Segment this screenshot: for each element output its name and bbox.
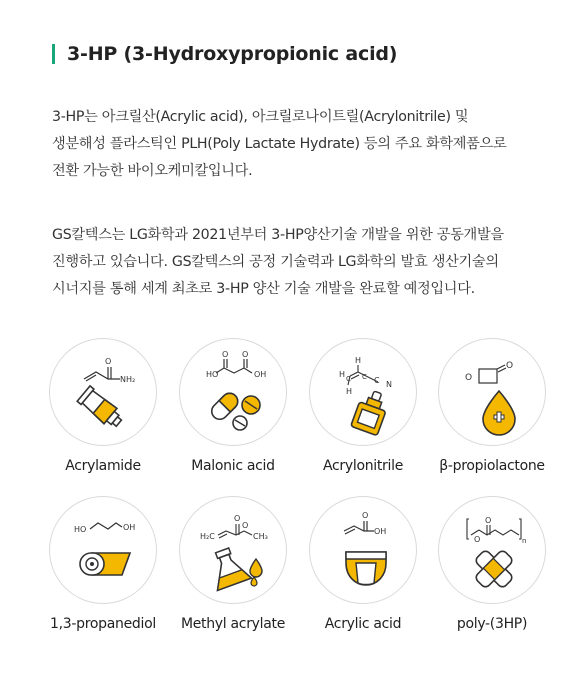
intro-paragraph bbox=[52, 104, 506, 185]
formula-atom: O bbox=[105, 357, 112, 366]
product-acrylonitrile bbox=[304, 338, 422, 474]
film-roll-icon bbox=[50, 497, 158, 605]
product-poly-3hp bbox=[433, 496, 551, 632]
product-beta-propiolactone bbox=[433, 338, 551, 474]
diaper-icon bbox=[310, 497, 418, 605]
product-circle bbox=[309, 496, 417, 604]
formula-atom: HO bbox=[206, 370, 219, 379]
intro-line: 전환 가능한 바이오케미칼입니다. bbox=[52, 163, 253, 179]
product-circle bbox=[438, 338, 546, 446]
formula-atom: O bbox=[465, 373, 473, 383]
product-acrylamide bbox=[44, 338, 162, 474]
bandage-icon bbox=[439, 497, 547, 605]
partnership-paragraph bbox=[52, 222, 504, 303]
drop-plus-icon bbox=[439, 339, 547, 447]
pills-icon bbox=[180, 339, 288, 447]
partnership-line: GS칼텍스는 LG화학과 2021년부터 3-HP양산기술 개발을 위한 공동개발을 bbox=[52, 227, 504, 243]
section-title bbox=[52, 42, 397, 66]
product-circle bbox=[179, 338, 287, 446]
formula-atom: H bbox=[355, 356, 362, 365]
formula-atom: OH bbox=[123, 523, 136, 532]
product-label: Acrylonitrile bbox=[322, 458, 404, 474]
flask-icon bbox=[180, 497, 288, 605]
intro-line: 생분해성 플라스틱인 PLH(Poly Lactate Hydrate) 등의 주요 화학제품으로 bbox=[52, 136, 507, 152]
product-label: Methyl acrylate bbox=[180, 616, 286, 632]
product-methyl-acrylate bbox=[174, 496, 292, 632]
formula-atom: O bbox=[506, 361, 514, 371]
product-label: poly-(3HP) bbox=[456, 616, 528, 632]
formula-atom: O bbox=[485, 516, 492, 525]
product-circle bbox=[49, 338, 157, 446]
formula-atom: C bbox=[362, 373, 367, 381]
formula-atom: OH bbox=[254, 370, 267, 379]
product-label: Acrylic acid bbox=[324, 616, 402, 632]
formula-atom: C bbox=[374, 376, 380, 385]
product-circle bbox=[49, 496, 157, 604]
formula-atom: H bbox=[339, 370, 346, 379]
partnership-line: 진행하고 있습니다. GS칼텍스의 공정 기술력과 LG화학의 발효 생산기술의 bbox=[52, 254, 499, 270]
formula-atom: C bbox=[346, 375, 351, 383]
product-propanediol bbox=[44, 496, 162, 632]
product-circle bbox=[309, 338, 417, 446]
formula-atom: CH₃ bbox=[253, 532, 268, 541]
partnership-line: 시너지를 통해 세계 최초로 3-HP 양산 기술 개발을 완료할 예정입니다. bbox=[52, 281, 475, 297]
product-circle bbox=[438, 496, 546, 604]
formula-atom: O bbox=[474, 535, 481, 544]
product-label: Acrylamide bbox=[65, 458, 141, 474]
page-title: 3-HP (3-Hydroxypropionic acid) bbox=[67, 43, 398, 65]
product-circle bbox=[179, 496, 287, 604]
formula-atom: O bbox=[242, 350, 249, 359]
product-malonic-acid bbox=[174, 338, 292, 474]
formula-atom: N bbox=[386, 380, 392, 389]
product-label: 1,3-propanediol bbox=[50, 616, 156, 632]
formula-atom: O bbox=[234, 514, 241, 523]
formula-atom: H bbox=[346, 387, 353, 396]
intro-line: 3-HP는 아크릴산(Acrylic acid), 아크릴로나이트릴(Acrylonitrile) 및 bbox=[52, 109, 469, 125]
formula-atom: n bbox=[522, 537, 527, 545]
ointment-tube-icon bbox=[50, 339, 158, 447]
dropper-bottle-icon bbox=[310, 339, 418, 447]
formula-atom: O bbox=[362, 511, 369, 520]
formula-atom: HO bbox=[74, 525, 87, 534]
formula-atom: O bbox=[222, 350, 229, 359]
formula-atom: OH bbox=[374, 527, 387, 536]
product-label: β-propiolactone bbox=[439, 458, 545, 474]
title-accent-bar bbox=[52, 44, 55, 64]
formula-atom: H₂C bbox=[200, 532, 215, 541]
formula-atom: NH₂ bbox=[120, 375, 136, 384]
product-acrylic-acid bbox=[304, 496, 422, 632]
formula-atom: O bbox=[242, 521, 249, 530]
product-label: Malonic acid bbox=[191, 458, 275, 474]
